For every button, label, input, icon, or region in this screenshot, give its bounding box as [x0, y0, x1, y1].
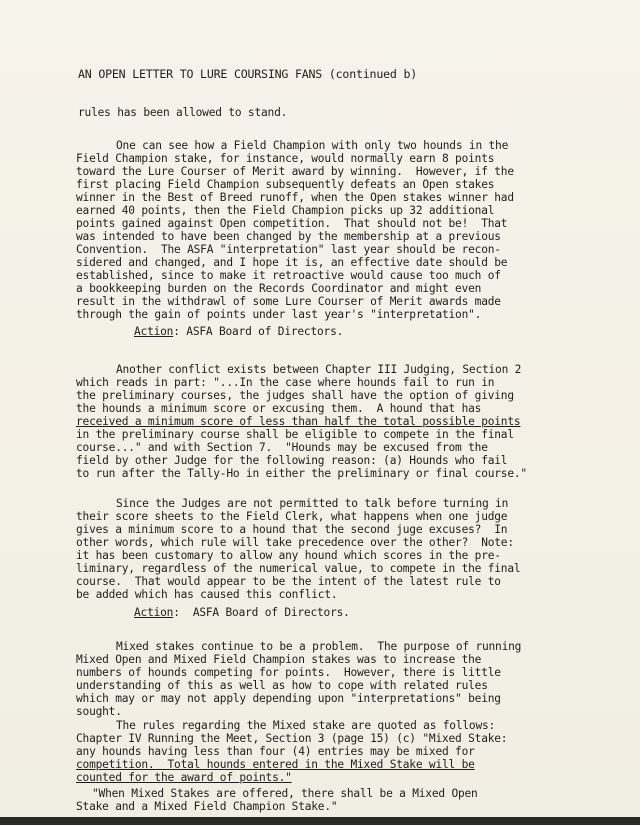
page-title: AN OPEN LETTER TO LURE COURSING FANS (continued b)	[78, 67, 418, 81]
text-line: their score sheets to the Field Clerk, what happens when one judge	[76, 510, 508, 523]
text-line: received a minimum score of less than half the total possible points	[76, 415, 521, 428]
text-line: Stake and a Mixed Field Champion Stake."	[76, 800, 338, 813]
text-line: Mixed Open and Mixed Field Champion stakes was to increase the	[76, 653, 482, 666]
text-line: to run after the Tally-Ho in either the preliminary or final course."	[76, 467, 527, 480]
text-line: gives a minimum score to a hound that the second juge excuses? In	[76, 523, 508, 536]
text-line: The rules regarding the Mixed stake are quoted as follows:	[116, 719, 496, 732]
text-line: Mixed stakes continue to be a problem. The purpose of running	[116, 640, 522, 653]
text-line: which may or may not apply depending upon "interpretations" being	[76, 692, 501, 705]
scan-edge	[0, 817, 640, 825]
text-line: points gained against Open competition. That should not be! That	[76, 217, 508, 230]
action-label: Action	[134, 325, 174, 338]
action-line-1	[134, 325, 343, 338]
text-line: other words, which rule will take precedence over the other? Note:	[76, 536, 514, 549]
text-line: it has been customary to allow any hound which scores in the pre-	[76, 549, 501, 562]
text-line: competition. Total hounds entered in the Mixed Stake will be	[76, 758, 475, 771]
text-line: sought.	[76, 705, 122, 718]
text-line: field by other Judge for the following reason: (a) Hounds who fail	[76, 454, 508, 467]
text-line: Convention. The ASFA "interpretation" last year should be recon-	[76, 243, 501, 256]
text-line: Since the Judges are not permitted to talk before turning in	[116, 497, 509, 510]
text-line: understanding of this as well as how to cope with related rules	[76, 679, 488, 692]
text-line: course. That would appear to be the intent of the latest rule to	[76, 575, 501, 588]
text-line: be added which has caused this conflict.	[76, 588, 338, 601]
text-line: winner in the Best of Breed runoff, when the Open stakes winner had	[76, 191, 514, 204]
text-line: Field Champion stake, for instance, would normally earn 8 points	[76, 152, 495, 165]
text-line: any hounds having less than four (4) entries may be mixed for	[76, 745, 475, 758]
text-line: sidered and changed, and I hope it is, an effective date should be	[76, 256, 508, 269]
action-line-2	[134, 606, 350, 619]
text-line: which reads in part: "...In the case where hounds fail to run in	[76, 376, 495, 389]
action-text: : ASFA Board of Directors.	[173, 325, 344, 338]
text-line: numbers of hounds competing for points. However, there is little	[76, 666, 501, 679]
text-line: was intended to have been changed by the membership at a previous	[76, 230, 501, 243]
text-line: result in the withdrawl of some Lure Courser of Merit awards made	[76, 295, 501, 308]
action-label: Action	[134, 606, 174, 619]
text-line: the hounds a minimum score or excusing them. A hound that has	[76, 402, 482, 415]
text-line: liminary, regardless of the numerical value, to compete in the final	[76, 562, 521, 575]
text-line: a bookkeeping burden on the Records Coordinator and might even	[76, 282, 482, 295]
text-line: counted for the award of points."	[76, 771, 292, 784]
text-line: Chapter IV Running the Meet, Section 3 (page 15) (c) "Mixed Stake:	[76, 732, 508, 745]
text-line: first placing Field Champion subsequently defeats an Open stakes	[76, 178, 495, 191]
text-line: established, since to make it retroactive would cause too much of	[76, 269, 501, 282]
text-line: the preliminary courses, the judges shall have the option of giving	[76, 389, 514, 402]
action-text: : ASFA Board of Directors.	[173, 606, 350, 619]
text-line: earned 40 points, then the Field Champion picks up 32 additional	[76, 204, 495, 217]
intro-line: rules has been allowed to stand.	[78, 106, 288, 119]
text-line: toward the Lure Courser of Merit award by winning. However, if the	[76, 165, 514, 178]
text-line: Another conflict exists between Chapter III Judging, Section 2	[116, 363, 522, 376]
text-line: through the gain of points under last year's "interpretation".	[76, 308, 482, 321]
text-line: One can see how a Field Champion with only two hounds in the	[116, 139, 509, 152]
text-line: "When Mixed Stakes are offered, there shall be a Mixed Open	[92, 787, 478, 800]
text-line: course..." and with Section 7. "Hounds may be excused from the	[76, 441, 488, 454]
text-line: in the preliminary course shall be eligible to compete in the final	[76, 428, 514, 441]
